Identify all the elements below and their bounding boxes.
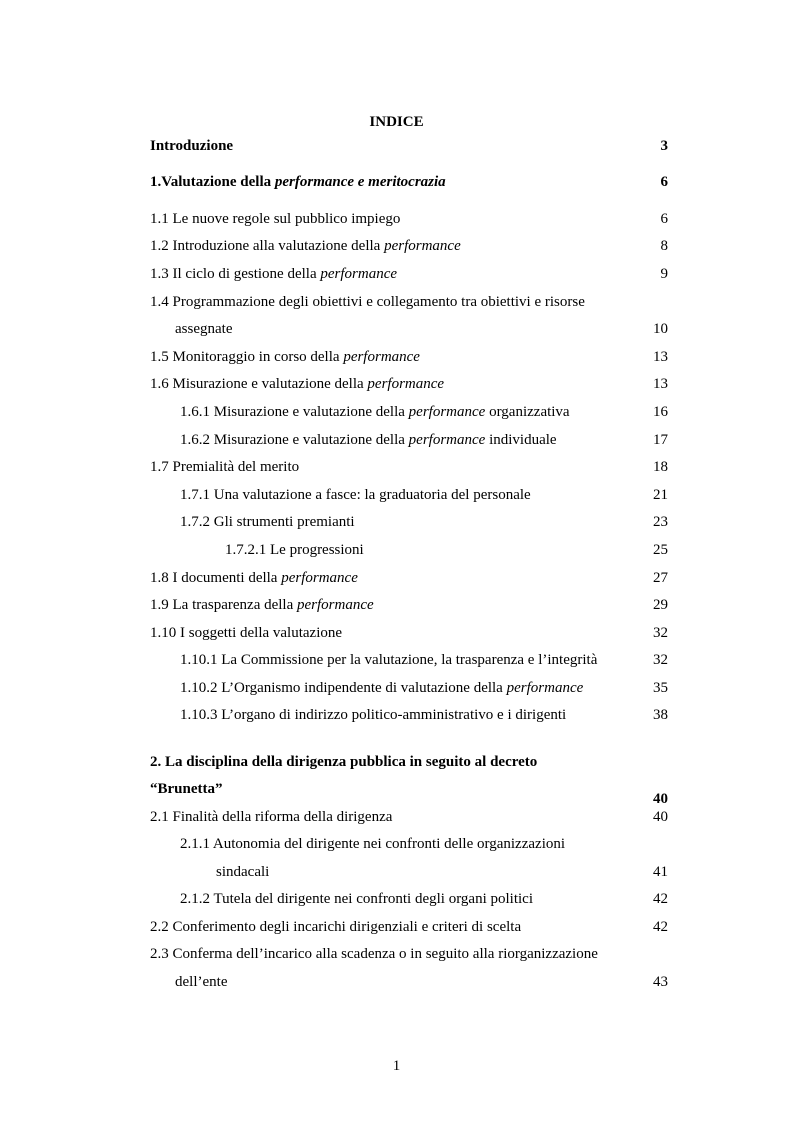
chapter-title-prefix: 1.Valutazione della (150, 174, 275, 190)
toc-subsubentry: 1.7.2.1 Le progressioni 25 (225, 542, 668, 558)
toc-subentry: 1.7.2 Gli strumenti premianti 23 (180, 514, 668, 530)
toc-entry: 1.1 Le nuove regole sul pubblico impiego 6 (150, 211, 668, 227)
toc-entry-continuation: assegnate 10 (175, 321, 668, 337)
toc-subentry: 1.10.1 La Commissione per la valutazione, la trasparenza e l’integrità 32 (180, 652, 668, 668)
toc-entry-page: 3 (660, 138, 668, 154)
chapter-title-line2: “Brunetta” (150, 781, 223, 797)
toc-subentry: 2.1.1 Autonomia del dirigente nei confronti delle organizzazioni (180, 836, 566, 852)
toc-subentry: 1.10.2 L’Organismo indipendente di valutazione della performance 35 (180, 680, 668, 696)
toc-entry-continuation: sindacali 41 (216, 864, 668, 880)
chapter-title-italic: performance e meritocrazia (274, 174, 446, 190)
index-title: INDICE (369, 114, 424, 130)
toc-entry: 1.6 Misurazione e valutazione della performance 13 (150, 376, 668, 392)
toc-chapter-2-page (150, 789, 680, 809)
toc-chapter-1 (150, 172, 680, 192)
toc-chapter-2 (150, 752, 680, 772)
toc-subentry: 1.10.3 L’organo di indirizzo politico-amministrativo e i dirigenti 38 (180, 707, 668, 723)
page-number: 1 (392, 1058, 401, 1074)
toc-entry: 1.10 I soggetti della valutazione 32 (150, 625, 668, 641)
toc-entry: 1.7 Premialità del merito 18 (150, 459, 668, 475)
toc-entry-continuation: dell’ente 43 (175, 974, 668, 990)
toc-subentry: 2.1.2 Tutela del dirigente nei confronti degli organi politici 42 (180, 891, 668, 907)
toc-entry-label: Introduzione (150, 138, 234, 154)
toc-entry-introduction (150, 136, 680, 156)
toc-entry: 1.4 Programmazione degli obiettivi e collegamento tra obiettivi e risorse (150, 294, 585, 310)
toc-entry: 1.3 Il ciclo di gestione della performance 9 (150, 266, 668, 282)
toc-subentry: 1.7.1 Una valutazione a fasce: la graduatoria del personale 21 (180, 487, 668, 503)
toc-entry: 1.5 Monitoraggio in corso della performance 13 (150, 349, 668, 365)
toc-entry: 1.9 La trasparenza della performance 29 (150, 597, 668, 613)
toc-entry: 2.2 Conferimento degli incarichi dirigenziali e criteri di scelta 42 (150, 919, 668, 935)
toc-subentry: 1.6.2 Misurazione e valutazione della performance individuale 17 (180, 432, 668, 448)
chapter-title-line1: 2. La disciplina della dirigenza pubblica in seguito al decreto (150, 754, 538, 770)
toc-entry: 1.8 I documenti della performance 27 (150, 570, 668, 586)
toc-entry: 2.3 Conferma dell’incarico alla scadenza o in seguito alla riorganizzazione (150, 946, 598, 962)
toc-entry-page: 40 (653, 791, 668, 807)
toc-subentry: 1.6.1 Misurazione e valutazione della performance organizzativa 16 (180, 404, 668, 420)
toc-entry-page: 6 (660, 174, 668, 190)
toc-entry: 2.1 Finalità della riforma della dirigenza 40 (150, 809, 668, 825)
toc-entry: 1.2 Introduzione alla valutazione della performance 8 (150, 238, 668, 254)
